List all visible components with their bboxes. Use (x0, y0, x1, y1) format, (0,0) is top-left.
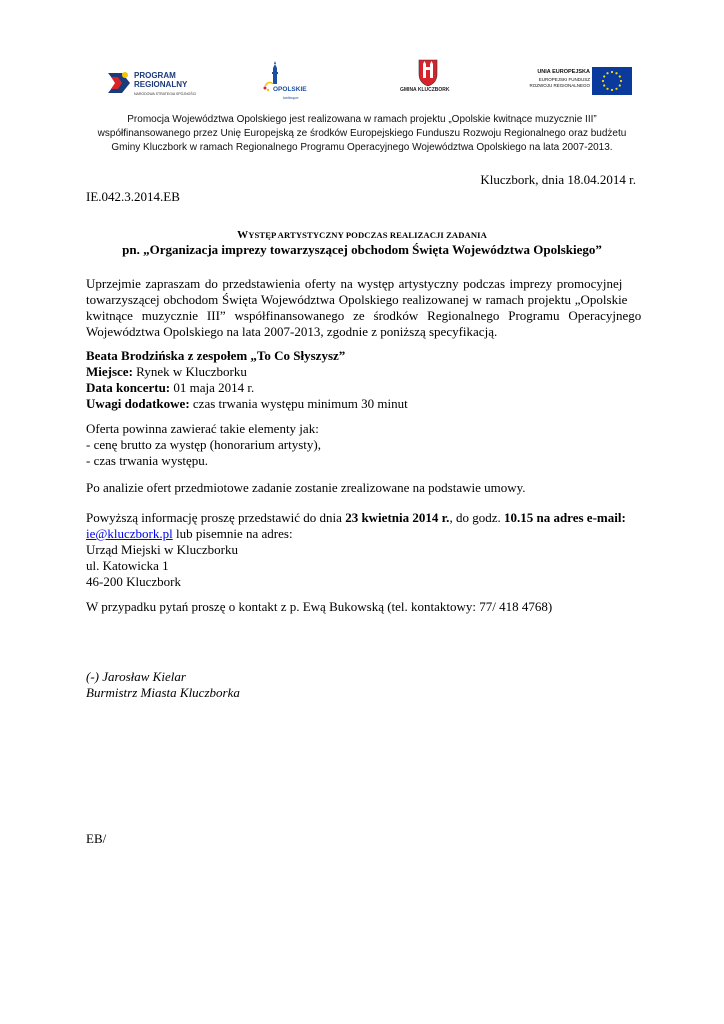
notes-label: Uwagi dodatkowe: (86, 396, 190, 411)
eu-label: UNIA EUROPEJSKA (537, 69, 590, 75)
concert-date-label: Data koncertu: (86, 380, 171, 395)
address-line: 46-200 Kluczbork (86, 574, 181, 589)
offer-item: - czas trwania występu. (86, 453, 209, 468)
notes-value: czas trwania występu minimum 30 minut (189, 396, 408, 411)
signatory-title: Burmistrz Miasta Kluczborka (86, 685, 240, 700)
address-line: Urząd Miejski w Kluczborku (86, 542, 238, 557)
program-regionalny-arrow-logo (108, 69, 130, 97)
offer-line: Oferta powinna zawierać takie elementy jak: (86, 421, 319, 436)
place-label: Miejsce: (86, 364, 133, 379)
deadline-date: 23 kwietnia 2014 r. (345, 510, 450, 525)
logo-bar (0, 60, 724, 105)
email-line-text: lub pisemnie na adres: (172, 526, 293, 541)
questions-paragraph (86, 599, 637, 615)
deadline-time-email: 10.15 na adres e-mail: (503, 510, 626, 525)
email-link[interactable]: ie@kluczbork.pl (86, 526, 173, 541)
submission-text-2: , do godz. (449, 510, 504, 525)
opolskie-sub-label: kwitnące (283, 95, 299, 100)
email-line (86, 526, 637, 542)
document-heading (60, 228, 664, 258)
concert-date-row (86, 380, 637, 396)
program-label: PROGRAM (134, 71, 176, 80)
program-regionalny-logo (108, 66, 204, 100)
gmina-label: GMINA KLUCZBORK (400, 87, 450, 93)
promo-line: Promocja Województwa Opolskiego jest realizowana w ramach projektu „Opolskie kwitnące muzycznie III” (127, 114, 597, 125)
promo-line: Gminy Kluczbork w ramach Regionalnego Programu Operacyjnego Województwa Opolskiego na lata 2007-2013. (111, 142, 613, 153)
submission-line (86, 510, 637, 526)
intro-line: Województwa Opolskiego na lata 2007-2013, zgodnie z poniższą specyfikacją. (86, 324, 498, 339)
footer-initials: EB/ (86, 831, 107, 846)
promo-notice (60, 113, 664, 155)
eu-logo (530, 67, 632, 99)
questions-line: W przypadku pytań proszę o kontakt z p. Ewą Bukowską (tel. kontaktowy: 77/ 418 4768) (86, 599, 553, 614)
opolskie-label: OPOLSKIE (273, 86, 307, 93)
offer-item: - cenę brutto za występ (honorarium artysty), (86, 437, 322, 452)
notes-row (86, 396, 637, 412)
reference-number: IE.042.3.2014.EB (86, 189, 180, 204)
place-date: Kluczbork, dnia 18.04.2014 r. (480, 172, 636, 187)
eu-fund-label: EUROPEJSKI FUNDUSZ (538, 77, 590, 82)
performer-name: Beata Brodzińska z zespołem „To Co Słyszysz” (86, 348, 346, 363)
signatory-name: (-) Jarosław Kielar (86, 669, 186, 684)
offer-requirements (86, 421, 637, 469)
performer (86, 348, 637, 364)
intro-line: towarzyszącej obchodom Święta Województwa Opolskiego realizowanej w ramach projektu „Opolskie (86, 292, 628, 307)
contact-block (86, 510, 637, 590)
event-details (86, 348, 637, 412)
signature-block (86, 669, 637, 701)
regionalny-label: REGIONALNY (134, 80, 188, 89)
eu-regional-label: ROZWOJU REGIONALNEGO (529, 83, 590, 88)
submission-text: Powyższą informację proszę przedstawić do dnia (86, 510, 346, 525)
intro-paragraph (86, 276, 642, 340)
opolskie-logo (255, 60, 315, 104)
heading-subtitle: pn. „Organizacja imprezy towarzyszącej obchodom Święta Województwa Opolskiego” (122, 242, 602, 257)
place-value: Rynek w Kluczborku (132, 364, 247, 379)
intro-line: Uprzejmie zapraszam do przedstawienia oferty na występ artystyczny podczas imprezy promocyjnej (86, 276, 623, 291)
strategia-label: NARODOWA STRATEGIA SPÓJNOŚCI (134, 92, 197, 96)
heading-title-initial: W (237, 229, 249, 241)
analysis-line: Po analizie ofert przedmiotowe zadanie zostanie zrealizowane na podstawie umowy. (86, 480, 526, 495)
concert-date-value: 01 maja 2014 r. (170, 380, 255, 395)
heading-title (60, 228, 664, 242)
gmina-kluczbork-logo (398, 57, 458, 101)
analysis-paragraph (86, 480, 637, 496)
kluczbork-coat-of-arms (398, 57, 458, 87)
place-row (86, 364, 637, 380)
address-line: ul. Katowicka 1 (86, 558, 169, 573)
intro-line: kwitnące muzycznie III” współfinansowanego ze środków Regionalnego Programu Operacyjnego (86, 308, 642, 323)
eu-flag-icon (592, 67, 632, 95)
promo-line: współfinansowanego przez Unię Europejską ze środków Europejskiego Funduszu Rozwoju Regionalnego oraz budżetu (97, 128, 627, 139)
heading-title-rest: YSTĘP ARTYSTYCZNY PODCZAS REALIZACJI ZADANIA (248, 230, 487, 240)
